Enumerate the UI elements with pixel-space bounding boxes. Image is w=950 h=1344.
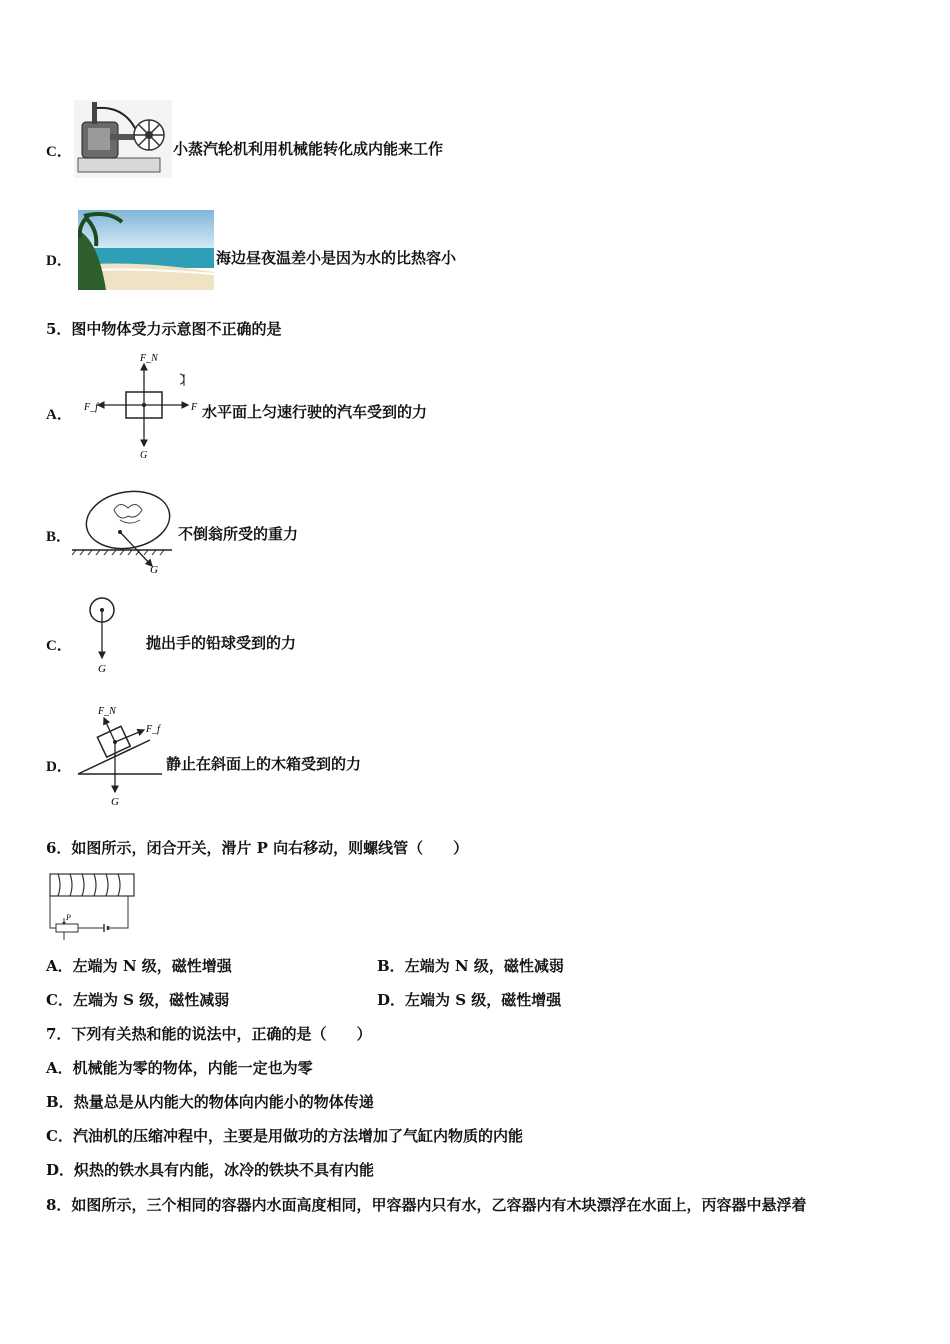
q7-stem: 7．下列有关热和能的说法中，正确的是（ ） — [46, 1025, 372, 1043]
q4-option-d-label: D． — [46, 253, 72, 269]
q5-option-c-text: 抛出手的铅球受到的力 — [146, 634, 297, 652]
q5-option-a-text: 水平面上匀速行驶的汽车受到的力 — [202, 403, 428, 421]
q5-stem: 5．图中物体受力示意图不正确的是 — [46, 320, 282, 338]
q6-option-d: D．左端为 S 级，磁性增强 — [377, 991, 562, 1009]
q8-stem: 8．如图所示，三个相同的容器内水面高度相同，甲容器内只有水，乙容器内有木块漂浮在水面上，丙容器中悬浮着 — [46, 1196, 807, 1214]
slider-label: P — [66, 913, 71, 922]
force-label-gravity: G — [111, 796, 119, 808]
solenoid-circuit-diagram — [44, 870, 138, 942]
beach-photo — [78, 210, 214, 290]
q4-option-c-text: 小蒸汽轮机利用机械能转化成内能来工作 — [173, 140, 444, 158]
q7-option-a: A．机械能为零的物体，内能一定也为零 — [46, 1059, 313, 1077]
force-label-friction: F_f — [84, 402, 98, 413]
force-label-normal: F_N — [98, 706, 116, 717]
incline-box-diagram — [76, 700, 166, 810]
q5-option-a-label: A． — [46, 407, 72, 423]
shot-put-diagram — [86, 596, 120, 676]
q5-option-d-text: 静止在斜面上的木箱受到的力 — [166, 755, 362, 773]
q4-option-c-label: C． — [46, 144, 72, 160]
q5-option-d-label: D． — [46, 759, 72, 775]
force-label-traction: F — [191, 402, 198, 413]
force-label-friction: F_f — [146, 724, 160, 735]
q6-option-a: A．左端为 N 级，磁性增强 — [46, 957, 232, 975]
force-label-gravity: G — [140, 450, 148, 461]
force-label-gravity: G — [98, 663, 106, 675]
steam-turbine-image — [74, 100, 172, 178]
q7-option-c: C．汽油机的压缩冲程中，主要是用做功的方法增加了气缸内物质的内能 — [46, 1127, 523, 1145]
q4-option-d-text: 海边昼夜温差小是因为水的比热容小 — [216, 249, 457, 267]
q5-option-c-label: C． — [46, 638, 72, 654]
q6-stem: 6．如图所示，闭合开关，滑片 P 向右移动，则螺线管（ ） — [46, 839, 469, 857]
q5-option-b-text: 不倒翁所受的重力 — [178, 525, 299, 543]
q7-option-b: B．热量总是从内能大的物体向内能小的物体传递 — [46, 1093, 374, 1111]
q6-option-c: C．左端为 S 级，磁性减弱 — [46, 991, 230, 1009]
q7-option-d: D．炽热的铁水具有内能，冰冷的铁块不具有内能 — [46, 1161, 375, 1179]
tumbler-toy-diagram — [72, 490, 180, 576]
force-label-normal: F_N — [140, 353, 158, 364]
q5-option-b-label: B． — [46, 529, 72, 545]
q6-option-b: B．左端为 N 级，磁性减弱 — [377, 957, 564, 975]
car-force-diagram — [84, 350, 202, 462]
force-label-gravity: G — [150, 564, 158, 576]
